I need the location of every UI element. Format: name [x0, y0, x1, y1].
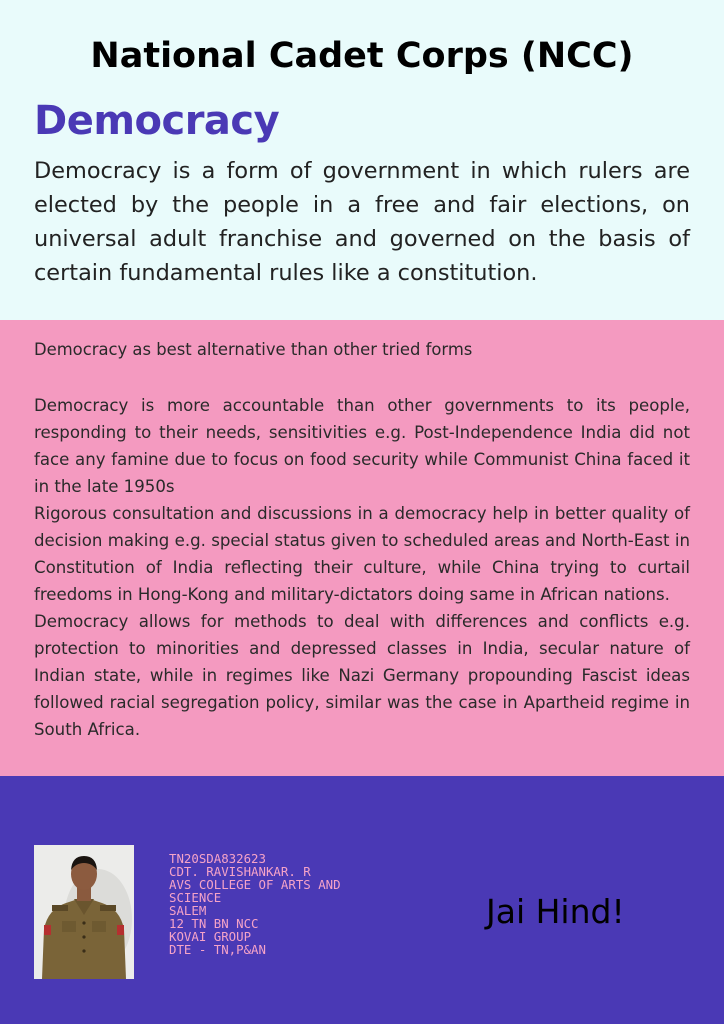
cadet-id-line: SALEM [169, 903, 207, 918]
cadet-id-card [169, 852, 341, 956]
body-paragraph: Democracy allows for methods to deal with differences and conflicts e.g. protection to minorities and depressed classes in India, secular nature of Indian state, while in regimes like Nazi Germany propounding Fascist ideas followed racial segregation policy, similar was the case in Apartheid regime in South Africa. [34, 612, 690, 739]
cadet-id-line: DTE - TN,P&AN [169, 942, 266, 957]
middle-subheading: Democracy as best alternative than other tried forms [34, 340, 473, 359]
intro-paragraph: Democracy is a form of government in which rulers are elected by the people in a free and fair elections, on universal adult franchise and governed on the basis of certain fundamental rules like a constitution. [34, 158, 690, 286]
org-title: National Cadet Corps (NCC) [90, 36, 634, 76]
cadet-photo [34, 845, 134, 979]
cadet-id-line: KOVAI GROUP [169, 929, 252, 944]
body-paragraph: Democracy is more accountable than other governments to its people, responding to their needs, sensitivities e.g. Post-Independence India did not face any famine due to focus on food security while Communist China faced it in the late 1950s [34, 396, 690, 496]
cadet-id-line: CDT. RAVISHANKAR. R [169, 864, 311, 879]
middle-body [34, 392, 690, 743]
cadet-id-line: SCIENCE [169, 890, 222, 905]
page-heading: Democracy [34, 98, 280, 144]
cadet-id-line: 12 TN BN NCC [169, 916, 259, 931]
salute-text: Jai Hind! [486, 892, 625, 931]
body-paragraph: Rigorous consultation and discussions in a democracy help in better quality of decision making e.g. special status given to scheduled areas and North-East in Constitution of India reflecting their culture, while China trying to curtail freedoms in Hong-Kong and military-dictators doing same in African nations. [34, 504, 690, 604]
cadet-id-line: TN20SDA832623 [169, 851, 266, 866]
cadet-id-line: AVS COLLEGE OF ARTS AND [169, 877, 341, 892]
cadet-portrait-image [34, 845, 134, 979]
